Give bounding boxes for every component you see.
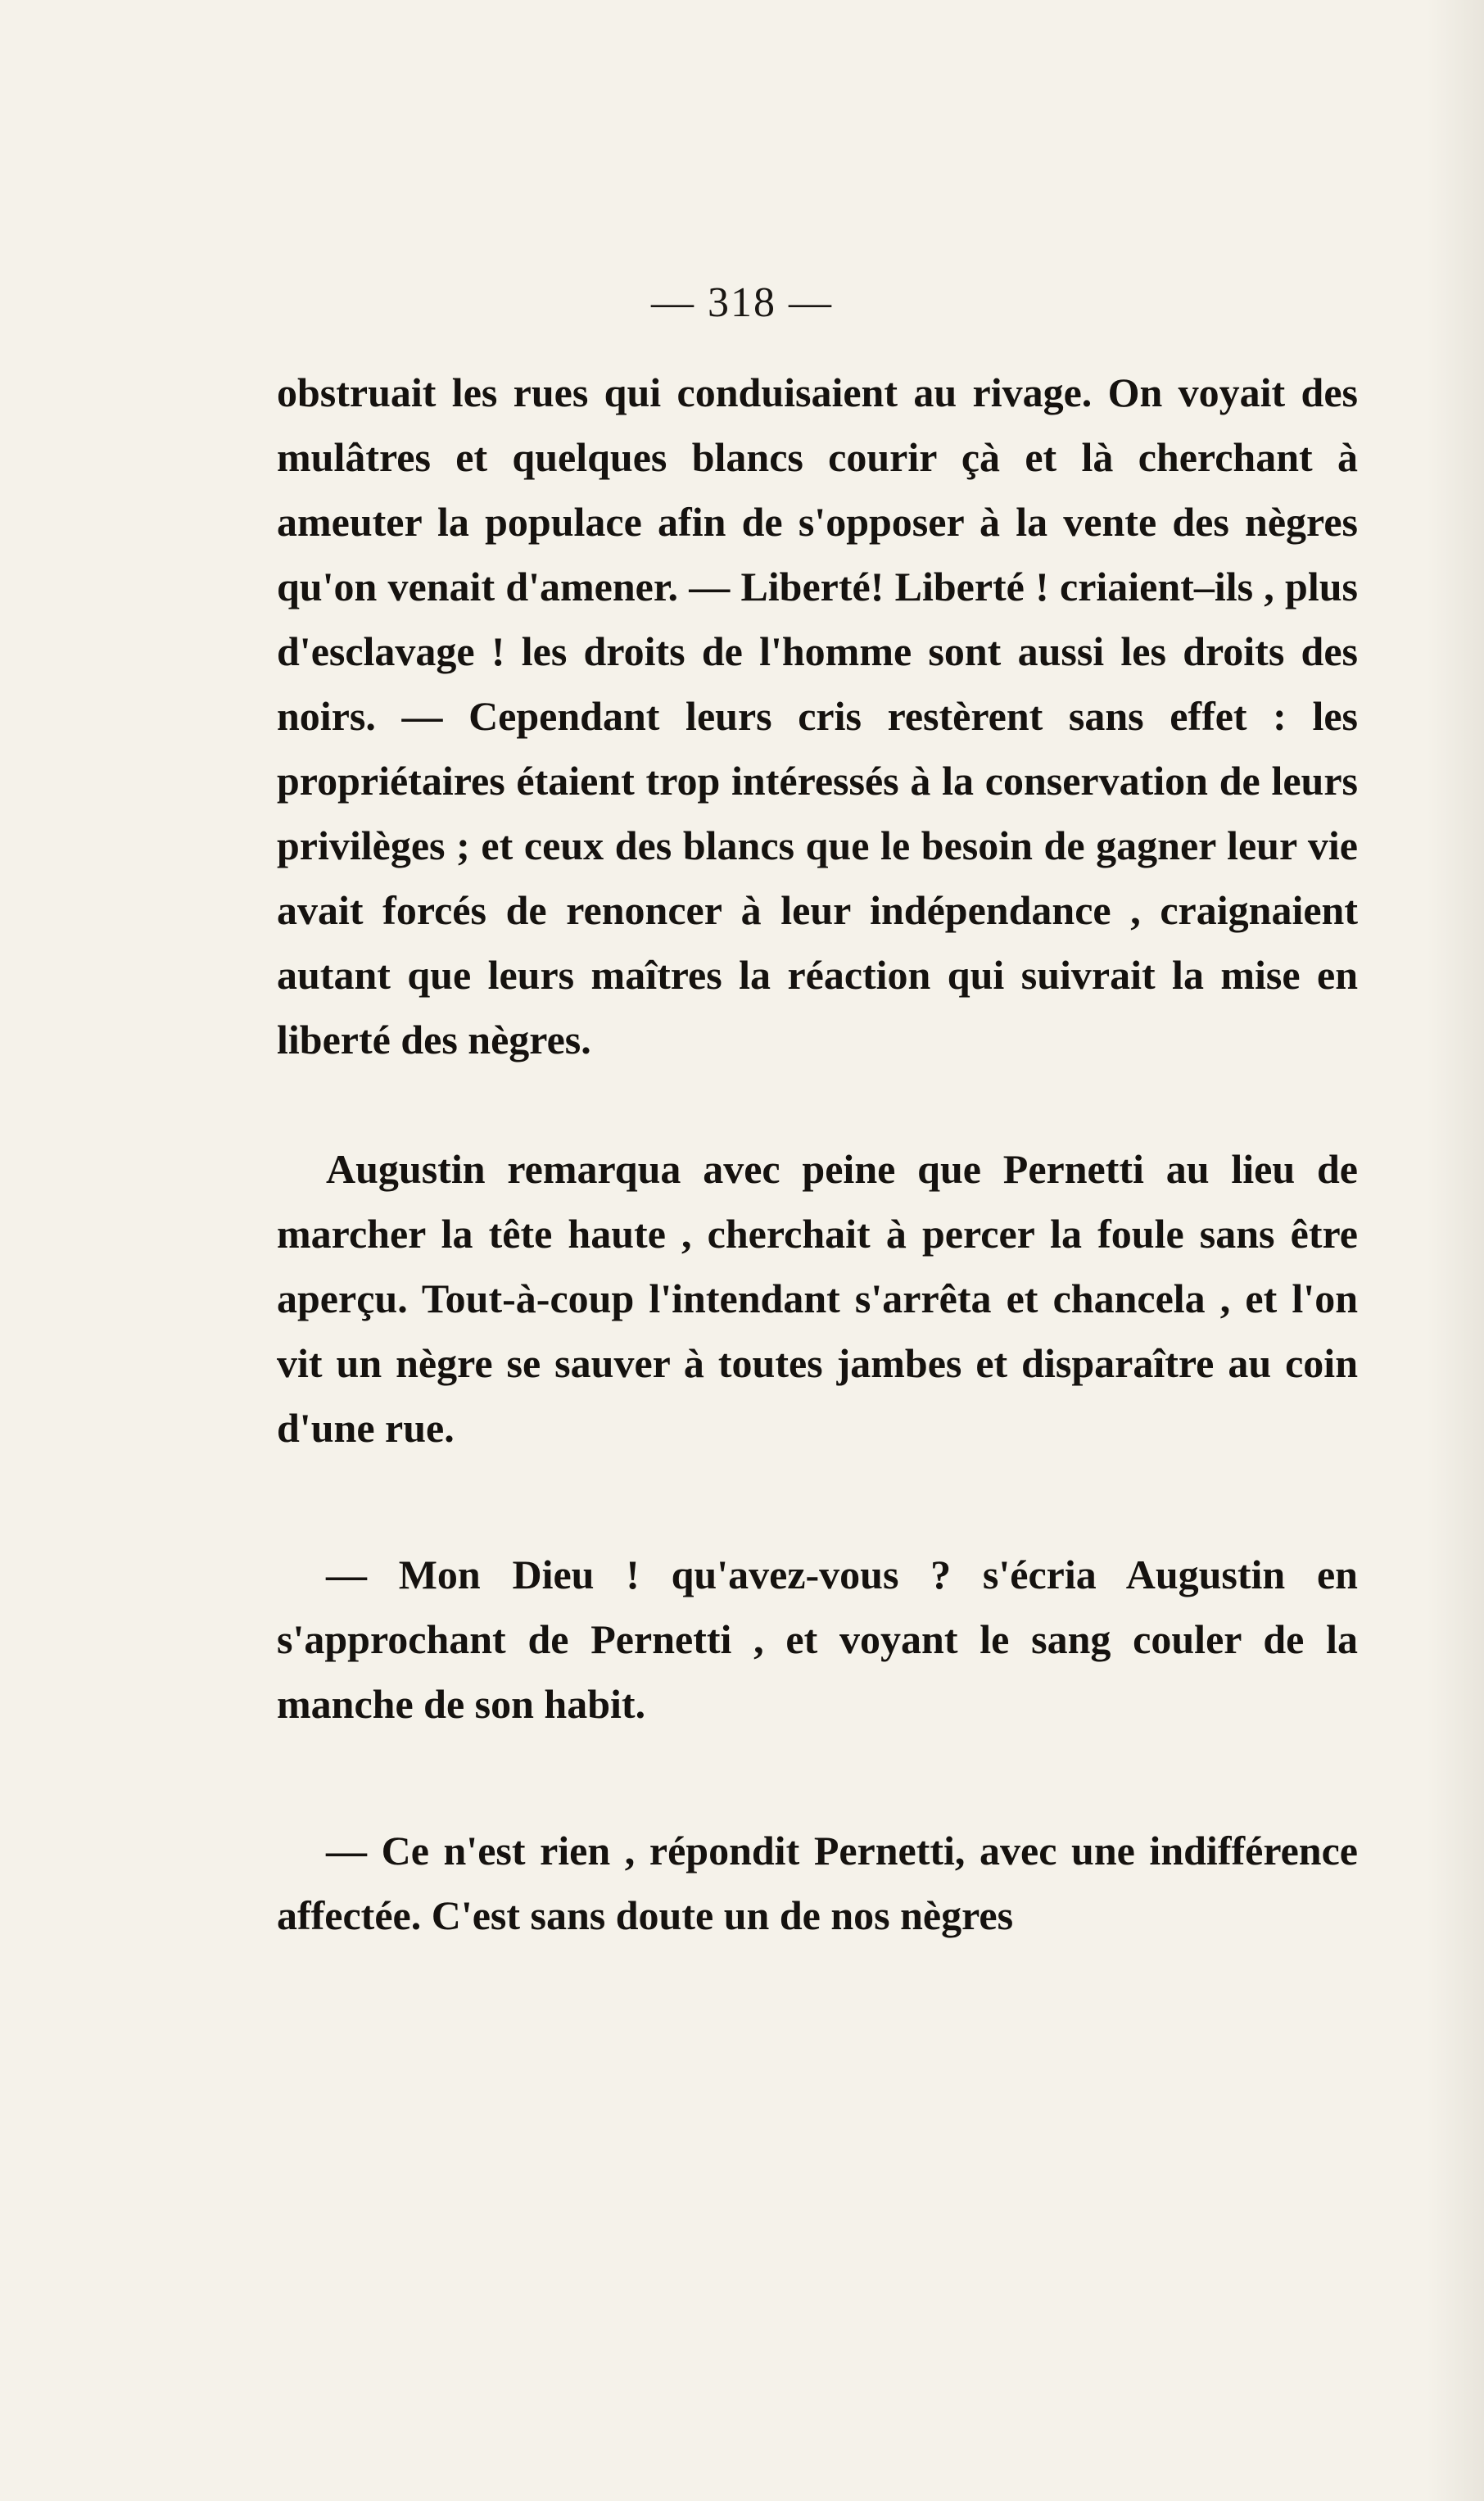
paragraph: Augustin remarqua avec peine que Pernetti au lieu de marcher la tête haute , cherchait à percer la foule sans être aperçu. Tout-à-coup l'intendant s'arrêta et chancela , et l'on vit un nègre se sauver à toutes jambes et disparaître au coin d'une rue. — [277, 1146, 1358, 1451]
page-number: — 318 — — [651, 279, 833, 326]
body-text — [277, 360, 1358, 1948]
paragraph: — Ce n'est rien , répondit Pernetti, avec une indifférence affectée. C'est sans doute un de nos nègres — [277, 1828, 1358, 1938]
paragraph: obstruait les rues qui conduisaient au rivage. On voyait des mulâtres et quelques blancs courir çà et là cherchant à ameuter la populace afin de s'opposer à la vente des nègres qu'on venait d'amener. — Liberté! Liberté ! criaient–ils , plus d'esclavage ! les droits de l'homme sont aussi les droits des noirs. — Cependant leurs cris restèrent sans effet : les propriétaires étaient trop intéressés à la conservation de leurs privilèges ; et ceux des blancs que le besoin de gagner leur vie avait forcés de renoncer à leur indépendance , craignaient autant que leurs maîtres la réaction qui suivrait la mise en liberté des nègres. — [277, 369, 1358, 1062]
paragraph: — Mon Dieu ! qu'avez-vous ? s'écria Augustin en s'approchant de Pernetti , et voyant le sang couler de la manche de son habit. — [277, 1552, 1358, 1727]
page-edge-shadow — [1427, 0, 1484, 2501]
